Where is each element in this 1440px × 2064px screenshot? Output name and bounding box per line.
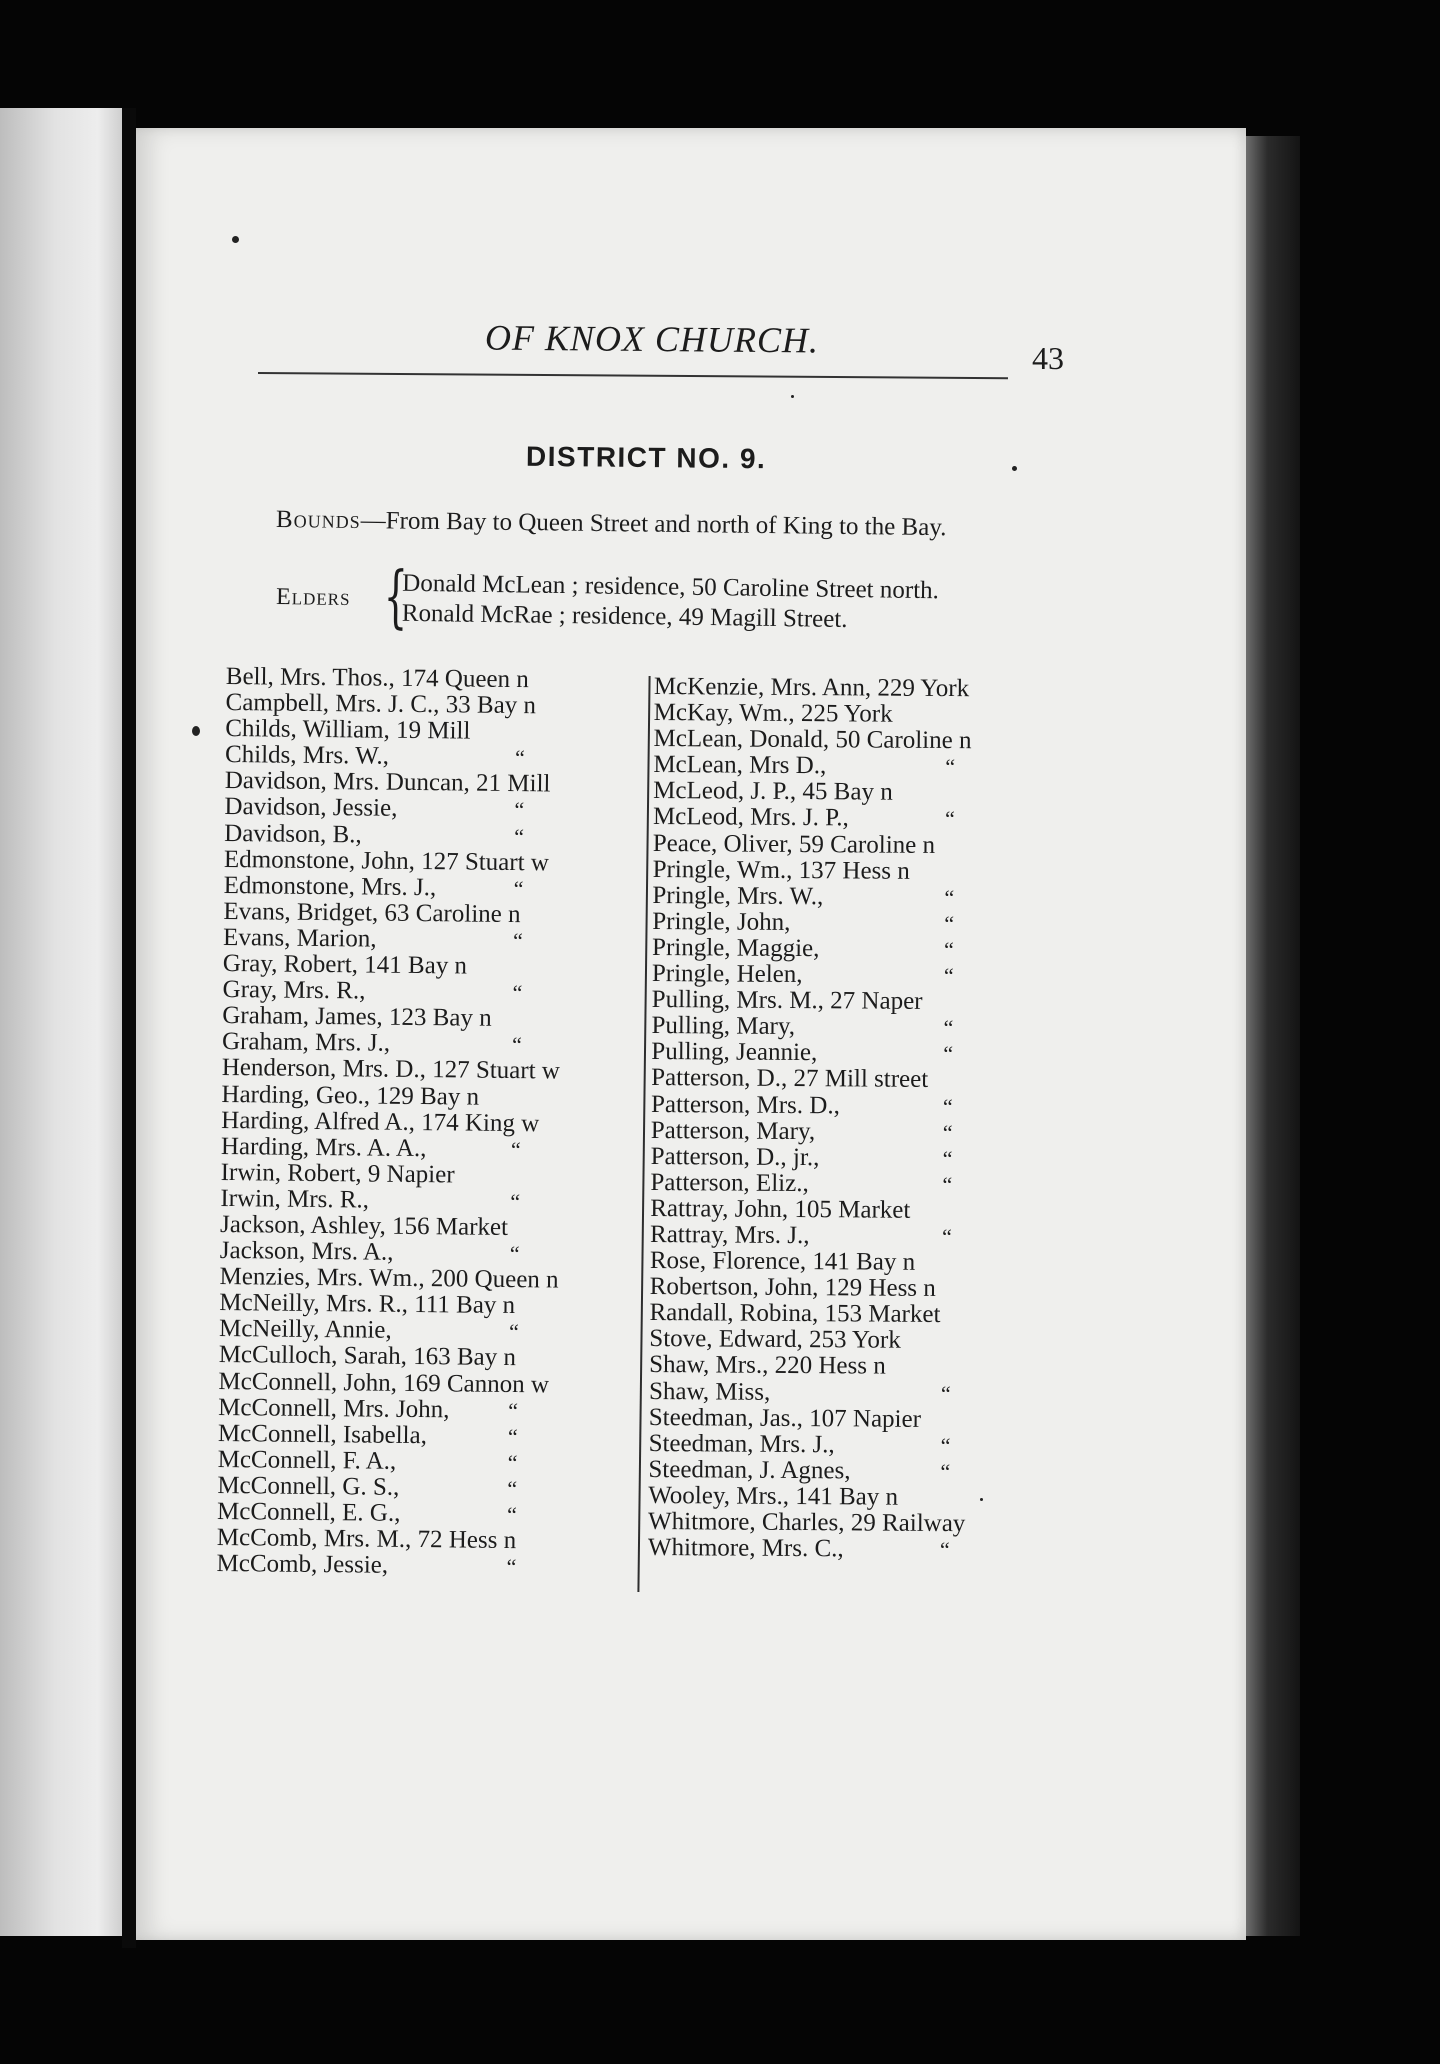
ditto-mark: “ [942,1119,953,1145]
elders-block [275,557,1017,648]
ditto-mark: “ [510,1136,521,1162]
member-entry [654,674,1034,703]
ditto-mark: “ [943,963,954,989]
member-entry [648,1535,1028,1564]
member-name: Pulling, Jeannie, [651,1038,818,1067]
member-entry [653,804,1033,833]
member-entry [650,1170,1030,1199]
ditto-mark: “ [508,1397,519,1423]
member-name: Shaw, Miss, [648,1377,771,1406]
ditto-mark: “ [514,745,525,771]
member-name: McLean, Donald, 50 Caroline n [653,725,972,755]
member-name: Jackson, Mrs. A., [219,1237,394,1266]
member-name: Menzies, Mrs. Wm., 200 Queen n [219,1263,559,1294]
member-name: McNeilly, Mrs. R., 111 Bay n [219,1289,516,1320]
member-entry [651,1091,1031,1120]
member-name: Edmonstone, Mrs. J., [223,871,437,901]
ditto-mark: “ [506,1554,517,1580]
ditto-mark: “ [945,754,956,780]
member-name: Irwin, Mrs. R., [220,1184,370,1214]
elders-label: Elders [275,584,351,612]
member-entry [216,1551,636,1581]
member-entry [649,1352,1029,1381]
member-entry [650,1274,1030,1303]
ditto-mark: “ [943,1015,954,1041]
member-entry [651,1013,1031,1042]
member-entry [648,1509,1028,1538]
member-name: McConnell, Mrs. John, [218,1393,450,1424]
facing-page-edge [0,108,122,1936]
member-entry [653,726,1033,755]
member-name: Graham, Mrs. J., [221,1028,391,1058]
member-name: McNeilly, Annie, [218,1315,392,1345]
member-name: Harding, Mrs. A. A., [220,1132,427,1162]
member-name: McLean, Mrs D., [653,751,827,780]
bounds-label: Bounds [275,506,361,535]
ditto-mark: “ [512,980,523,1006]
member-entry [649,1379,1029,1408]
member-entry [649,1405,1029,1434]
ditto-mark: “ [507,1449,518,1475]
page-number: 43 [1032,340,1064,376]
ditto-mark: “ [506,1501,518,1528]
member-name: Harding, Geo., 129 Bay n [221,1080,480,1111]
member-name: Henderson, Mrs. D., 127 Stuart w [221,1054,561,1085]
ditto-mark: “ [944,806,955,832]
member-name: Patterson, Mary, [650,1116,816,1145]
member-entry [650,1248,1030,1277]
member-entry [650,1196,1030,1225]
ditto-mark: “ [507,1423,518,1449]
members-right-column [648,674,1034,1564]
member-name: McConnell, F. A., [217,1445,397,1475]
member-entry [651,1118,1031,1147]
member-entry [653,857,1033,886]
running-head: OF KNOX CHURCH. [484,317,820,361]
member-name: Gray, Robert, 141 Bay n [222,950,468,980]
member-name: Whitmore, Mrs. C., [647,1534,844,1563]
member-name: McConnell, John, 169 Cannon w [218,1367,550,1398]
ditto-mark: “ [512,927,524,954]
member-name: Stove, Edward, 253 York [649,1325,901,1355]
member-name: Wooley, Mrs., 141 Bay n [648,1481,899,1511]
member-name: Pulling, Mary, [651,1012,796,1041]
members-left-column [216,664,646,1582]
member-name: Whitmore, Charles, 29 Railway [647,1507,966,1538]
member-name: Steedman, Jas., 107 Napier [648,1403,922,1433]
ditto-mark: “ [942,1093,953,1119]
member-name: McConnell, Isabella, [217,1419,428,1449]
member-entry [652,987,1032,1016]
member-entry [652,961,1032,990]
page-fore-edge [1246,136,1300,1936]
member-name: McConnell, G. S., [217,1471,400,1501]
district-title: DISTRICT NO. 9. [525,440,767,475]
member-entry [651,1039,1031,1068]
member-entry [653,778,1033,807]
ditto-mark: “ [943,936,954,963]
member-entry [651,1065,1031,1094]
member-name: Robertson, John, 129 Hess n [649,1273,936,1303]
member-entry [652,909,1032,938]
ditto-mark: “ [514,823,525,849]
member-name: Patterson, Mrs. D., [650,1090,840,1119]
member-name: McLeod, Mrs. J. P., [652,803,849,832]
member-name: Pulling, Mrs. M., 27 Naper [651,986,923,1016]
member-name: Campbell, Mrs. J. C., 33 Bay n [225,689,537,720]
member-entry [649,1300,1029,1329]
member-name: Rose, Florence, 141 Bay n [649,1247,916,1276]
member-name: Pringle, Maggie, [651,933,820,963]
member-name: Irwin, Robert, 9 Napier [220,1158,455,1189]
elder-line: Ronald McRae ; residence, 49 Magill Street. [401,599,848,633]
ditto-mark: “ [514,797,525,823]
ditto-mark: “ [510,1188,521,1214]
ditto-mark: “ [941,1223,952,1250]
member-name: Patterson, D., 27 Mill street [651,1064,929,1094]
member-name: Pringle, Mrs. W., [652,881,824,910]
member-name: Gray, Mrs. R., [222,976,366,1005]
member-name: Pringle, John, [652,907,791,936]
member-name: Davidson, Mrs. Duncan, 21 Mill [224,767,551,798]
member-name: Davidson, Jessie, [224,793,398,823]
ditto-mark: “ [940,1458,951,1484]
member-name: McComb, Jessie, [216,1550,389,1579]
member-entry [648,1457,1028,1486]
member-entry [653,752,1033,781]
member-name: McKenzie, Mrs. Ann, 229 York [653,673,970,703]
member-name: Evans, Bridget, 63 Caroline n [223,897,521,928]
member-name: Harding, Alfred A., 174 King w [221,1106,540,1137]
ditto-mark: “ [940,1380,951,1406]
member-name: McConnell, E. G., [216,1497,401,1527]
member-name: McKay, Wm., 225 York [653,699,893,728]
book-gutter [122,108,136,1948]
ditto-mark: “ [507,1475,518,1501]
member-name: Davidson, B., [224,819,362,848]
member-name: Shaw, Mrs., 220 Hess n [649,1351,886,1381]
member-name: Rattray, John, 105 Market [650,1194,911,1224]
member-name: Peace, Oliver, 59 Caroline n [652,829,936,859]
member-name: Patterson, Eliz., [650,1168,809,1197]
member-entry [652,883,1032,912]
member-entry [650,1222,1030,1251]
ditto-mark: “ [508,1319,519,1345]
member-name: Pringle, Wm., 137 Hess n [652,855,910,885]
member-name: McLeod, J. P., 45 Bay n [653,777,893,807]
member-name: McCulloch, Sarah, 163 Bay n [218,1341,517,1372]
member-name: Jackson, Ashley, 156 Market [219,1210,509,1241]
member-entry [648,1483,1028,1512]
member-entry [654,700,1034,729]
ditto-mark: “ [511,1032,522,1058]
member-name: Randall, Robina, 153 Market [649,1299,941,1329]
member-entry [653,831,1033,860]
ditto-mark: “ [940,1432,951,1458]
member-name: Patterson, D., jr., [650,1142,820,1171]
member-name: Steedman, J. Agnes, [648,1455,851,1485]
member-name: Edmonstone, John, 127 Stuart w [223,845,550,877]
member-entry [652,935,1032,964]
brace-icon: { [383,557,409,637]
member-entry [649,1326,1029,1355]
ditto-mark: “ [944,884,955,910]
member-name: Evans, Marion, [222,923,377,953]
ditto-mark: “ [509,1241,520,1267]
member-name: McComb, Mrs. M., 72 Hess n [216,1524,517,1555]
member-name: Rattray, Mrs. J., [649,1220,810,1250]
member-entry [651,1144,1031,1173]
ditto-mark: “ [943,1041,954,1067]
ditto-mark: “ [944,910,955,936]
bounds-text: —From Bay to Queen Street and north of King to the Bay. [360,507,947,542]
ditto-mark: “ [942,1171,953,1197]
member-name: Bell, Mrs. Thos., 174 Queen n [225,663,529,694]
member-entry [649,1431,1029,1460]
elder-line: Donald McLean ; residence, 50 Caroline Street north. [402,569,940,605]
member-name: Childs, Mrs. W., [224,741,390,770]
member-name: Childs, William, 19 Mill [225,715,471,745]
member-name: Graham, James, 123 Bay n [222,1002,492,1033]
ditto-mark: “ [942,1145,953,1171]
member-name: Steedman, Mrs. J., [648,1429,835,1458]
ditto-mark: “ [939,1537,950,1563]
member-name: Pringle, Helen, [651,960,803,989]
ditto-mark: “ [513,875,524,901]
